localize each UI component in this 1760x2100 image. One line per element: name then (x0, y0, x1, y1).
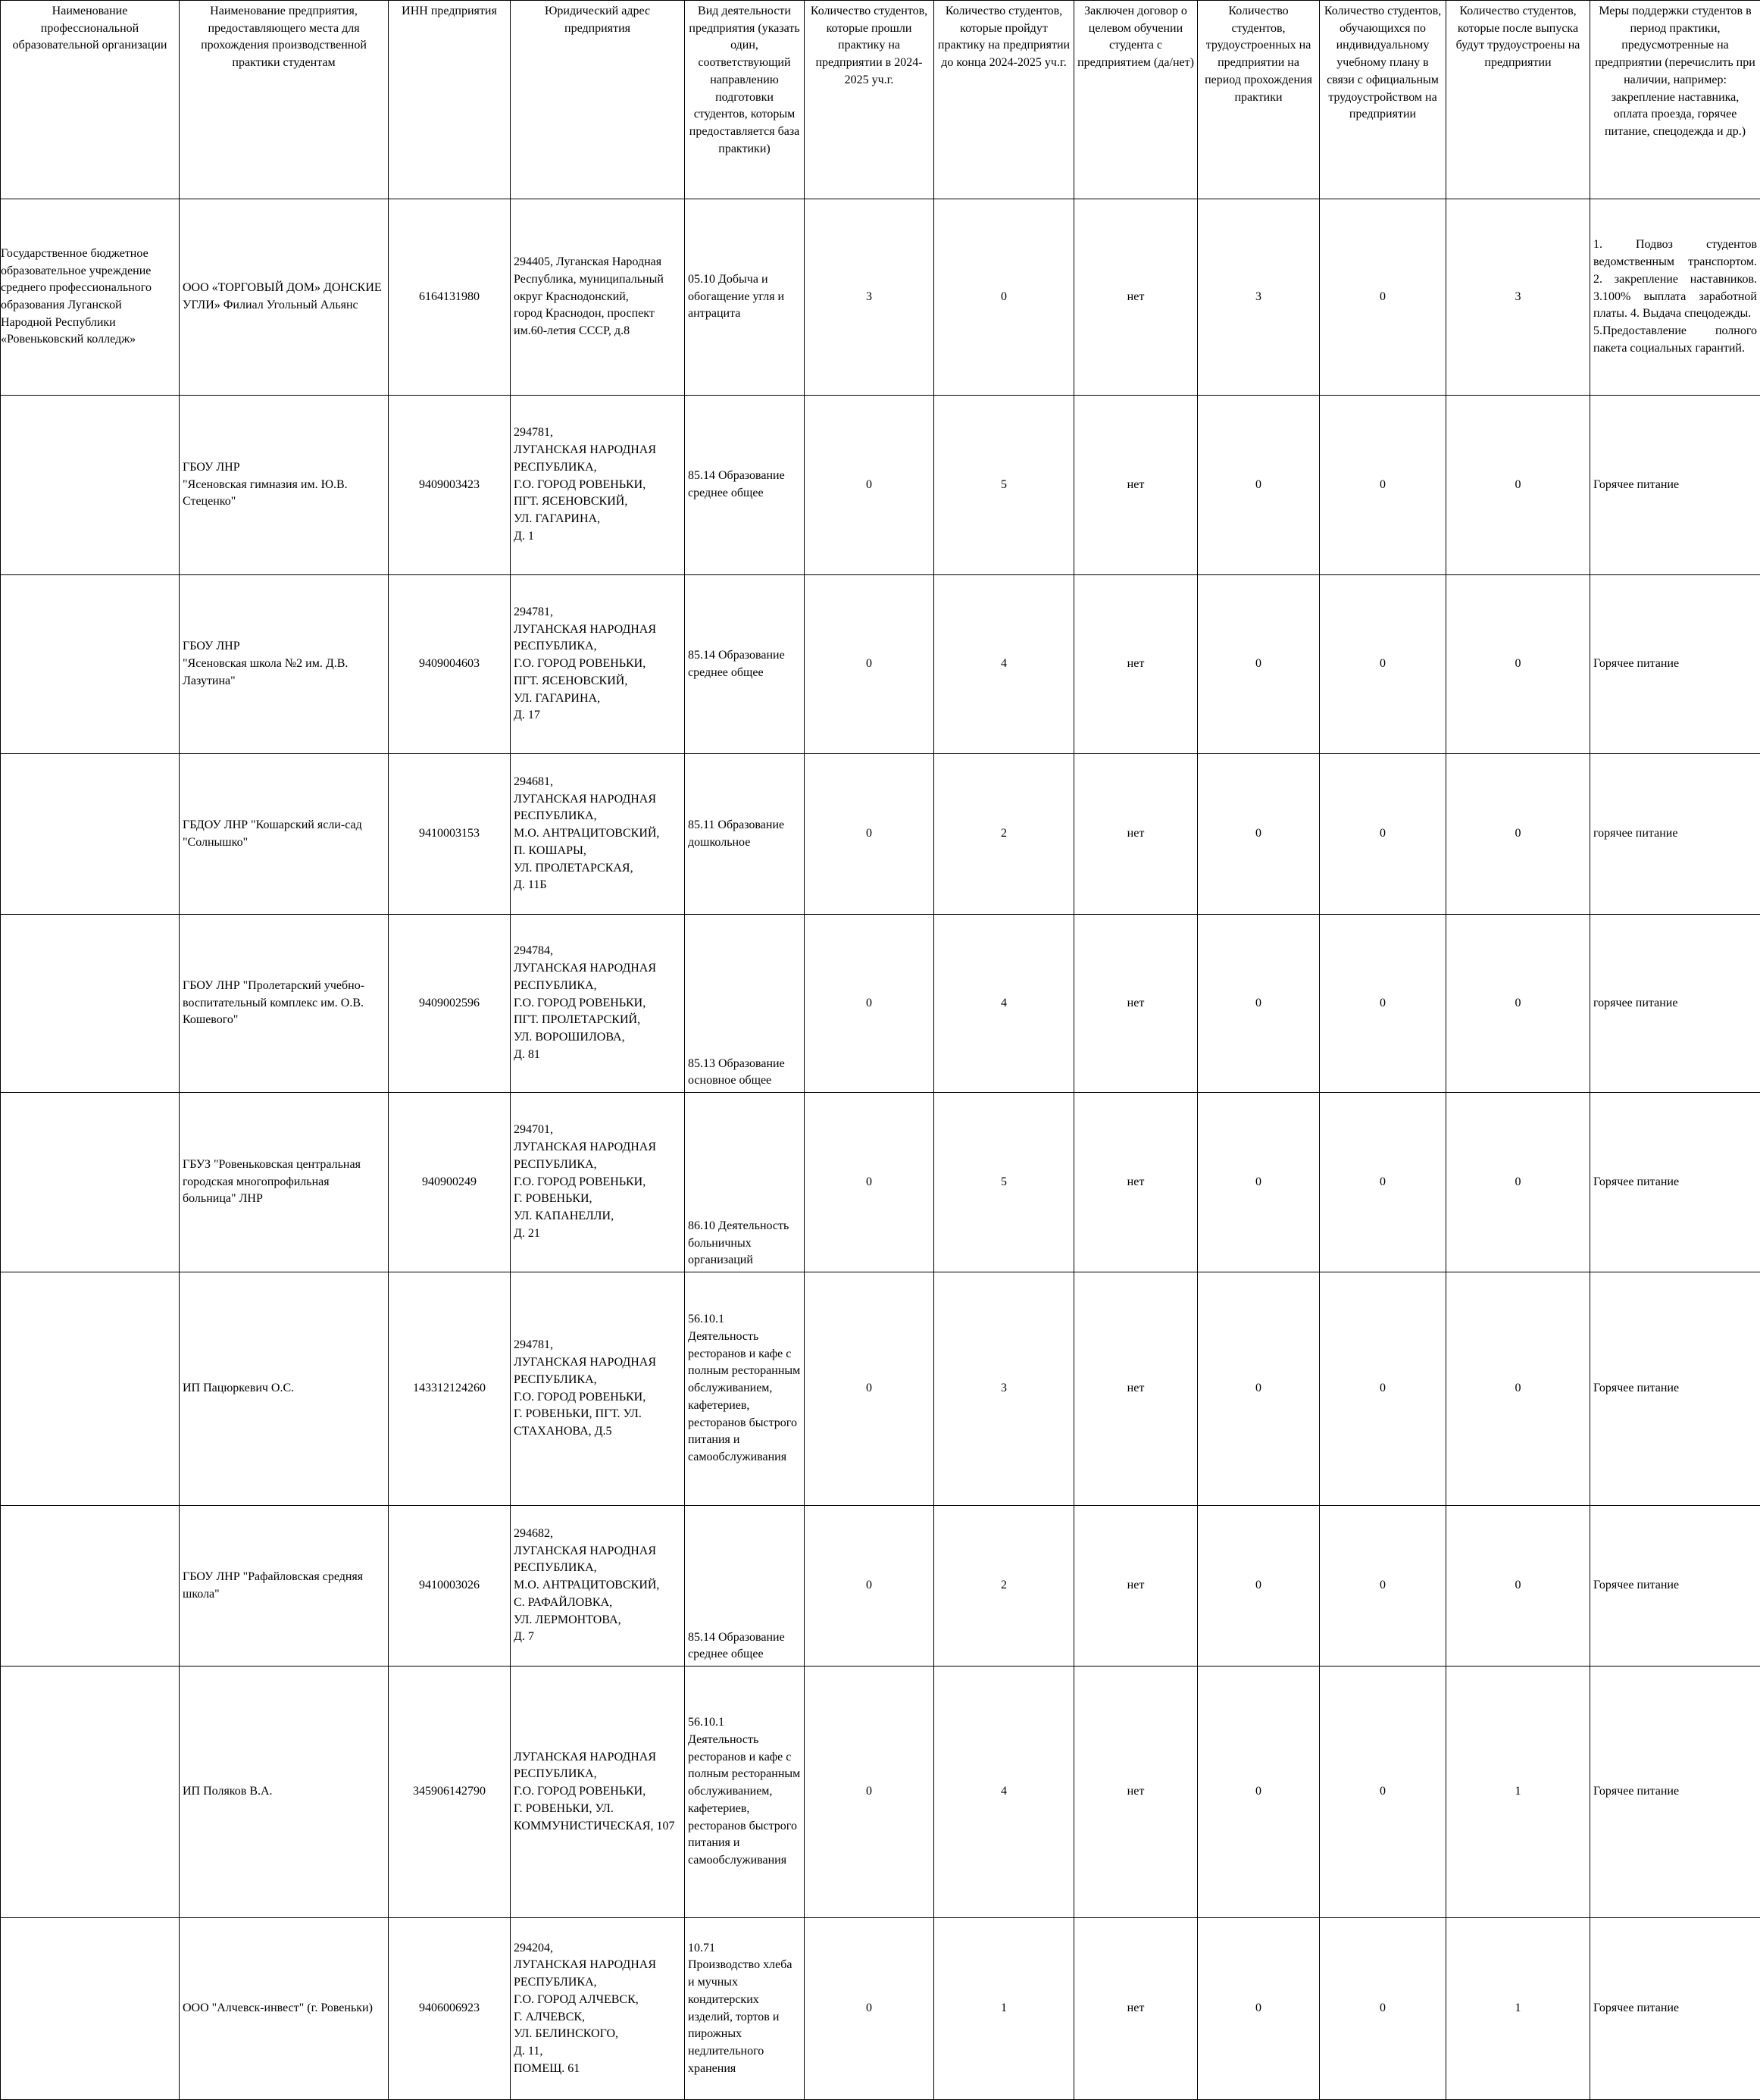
org-cell (1, 915, 180, 1093)
individual-cell: 0 (1320, 1272, 1446, 1506)
table-row (1, 1506, 1760, 1667)
contract-cell: нет (1074, 1272, 1198, 1506)
inn-cell: 143312124260 (389, 1272, 511, 1506)
header-org: Наименование профессиональной образовательной организации (1, 1, 180, 199)
passed-cell: 0 (805, 396, 934, 575)
support-cell: Горячее питание (1590, 1918, 1760, 2100)
header-address: Юридический адрес предприятия (511, 1, 685, 199)
org-cell: Государственное бюджетное образовательное учреждение среднего профессионального образования Луганской Народной Республики «Ровеньковский колледж» (1, 199, 180, 396)
org-cell (1, 1918, 180, 2100)
activity-cell: 05.10 Добыча и обогащение угля и антрацита (685, 199, 805, 396)
table-row (1, 1667, 1760, 1918)
address-cell: 294204, ЛУГАНСКАЯ НАРОДНАЯ РЕСПУБЛИКА, Г.О. ГОРОД АЛЧЕВСК, Г. АЛЧЕВСК, УЛ. БЕЛИНСКОГО, Д. 11, ПОМЕЩ. 61 (511, 1918, 685, 2100)
support-cell: горячее питание (1590, 915, 1760, 1093)
activity-cell: 85.14 Образование среднее общее (685, 396, 805, 575)
activity-cell: 56.10.1 Деятельность ресторанов и кафе с полным ресторанным обслуживанием, кафетериев, ресторанов быстрого питания и самообслуживания (685, 1667, 805, 1918)
contract-cell: нет (1074, 1918, 1198, 2100)
after-cell: 0 (1446, 396, 1590, 575)
passed-cell: 0 (805, 1093, 934, 1272)
individual-cell: 0 (1320, 575, 1446, 754)
header-enterprise: Наименование предприятия, предоставляющего места для прохождения производственной практики студентам (180, 1, 389, 199)
org-cell (1, 754, 180, 915)
employed-cell: 0 (1198, 1093, 1320, 1272)
table-row (1, 754, 1760, 915)
table-body (1, 199, 1760, 2100)
will-pass-cell: 4 (934, 575, 1074, 754)
address-cell: 294681, ЛУГАНСКАЯ НАРОДНАЯ РЕСПУБЛИКА, М.О. АНТРАЦИТОВСКИЙ, П. КОШАРЫ, УЛ. ПРОЛЕТАРСКАЯ, Д. 11Б (511, 754, 685, 915)
contract-cell: нет (1074, 575, 1198, 754)
individual-cell: 0 (1320, 754, 1446, 915)
passed-cell: 3 (805, 199, 934, 396)
individual-cell: 0 (1320, 396, 1446, 575)
passed-cell: 0 (805, 754, 934, 915)
org-cell (1, 1272, 180, 1506)
activity-cell: 10.71 Производство хлеба и мучных кондитерских изделий, тортов и пирожных недлительного хранения (685, 1918, 805, 2100)
after-cell: 1 (1446, 1918, 1590, 2100)
activity-cell: 85.14 Образование среднее общее (685, 575, 805, 754)
after-cell: 0 (1446, 754, 1590, 915)
contract-cell: нет (1074, 199, 1198, 396)
after-cell: 0 (1446, 575, 1590, 754)
activity-cell: 85.14 Образование среднее общее (685, 1506, 805, 1667)
header-employed: Количество студентов, трудоустроенных на предприятии на период прохождения практики (1198, 1, 1320, 199)
employed-cell: 0 (1198, 1918, 1320, 2100)
address-cell: 294784, ЛУГАНСКАЯ НАРОДНАЯ РЕСПУБЛИКА, Г.О. ГОРОД РОВЕНЬКИ, ПГТ. ПРОЛЕТАРСКИЙ, УЛ. ВОРОШИЛОВА, Д. 81 (511, 915, 685, 1093)
inn-cell: 9409004603 (389, 575, 511, 754)
table-row (1, 1272, 1760, 1506)
support-cell: горячее питание (1590, 754, 1760, 915)
inn-cell: 940900249 (389, 1093, 511, 1272)
enterprise-cell: ИП Поляков В.А. (180, 1667, 389, 1918)
contract-cell: нет (1074, 915, 1198, 1093)
activity-cell: 86.10 Деятельность больничных организаций (685, 1093, 805, 1272)
will-pass-cell: 5 (934, 396, 1074, 575)
enterprise-cell: ГБДОУ ЛНР "Кошарский ясли-сад "Солнышко" (180, 754, 389, 915)
support-cell: Горячее питание (1590, 1272, 1760, 1506)
passed-cell: 0 (805, 1667, 934, 1918)
table-row (1, 915, 1760, 1093)
org-cell (1, 1667, 180, 1918)
individual-cell: 0 (1320, 915, 1446, 1093)
employed-cell: 0 (1198, 754, 1320, 915)
after-cell: 3 (1446, 199, 1590, 396)
after-cell: 0 (1446, 915, 1590, 1093)
inn-cell: 345906142790 (389, 1667, 511, 1918)
address-cell: 294682, ЛУГАНСКАЯ НАРОДНАЯ РЕСПУБЛИКА, М.О. АНТРАЦИТОВСКИЙ, С. РАФАЙЛОВКА, УЛ. ЛЕРМОНТОВА, Д. 7 (511, 1506, 685, 1667)
header-passed: Количество студентов, которые прошли практику на предприятии в 2024-2025 уч.г. (805, 1, 934, 199)
employed-cell: 3 (1198, 199, 1320, 396)
header-individual-plan: Количество студентов, обучающихся по индивидуальному учебному плану в связи с официальным трудоустройством на предприятии (1320, 1, 1446, 199)
passed-cell: 0 (805, 1918, 934, 2100)
passed-cell: 0 (805, 575, 934, 754)
will-pass-cell: 3 (934, 1272, 1074, 1506)
contract-cell: нет (1074, 1506, 1198, 1667)
enterprise-cell: ГБОУ ЛНР "Пролетарский учебно-воспитательный комплекс им. О.В. Кошевого" (180, 915, 389, 1093)
passed-cell: 0 (805, 1272, 934, 1506)
table-row (1, 199, 1760, 396)
will-pass-cell: 5 (934, 1093, 1074, 1272)
header-support: Меры поддержки студентов в период практики, предусмотренные на предприятии (перечислить при наличии, например: закрепление наставника, оплата проезда, горячее питание, спецодежда и др.) (1590, 1, 1760, 199)
support-cell: Горячее питание (1590, 1667, 1760, 1918)
inn-cell: 9410003026 (389, 1506, 511, 1667)
support-cell: 1. Подвоз студентов ведомственным транспортом. 2. закрепление наставников. 3.100% выплата заработной платы. 4. Выдача спецодежды. 5.Предоставление полного пакета социальных гарантий. (1590, 199, 1760, 396)
enterprise-cell: ИП Пацюркевич О.С. (180, 1272, 389, 1506)
header-activity: Вид деятельности предприятия (указать один, соответствующий направлению подготовки студентов, которым предоставляется база практики) (685, 1, 805, 199)
table-row (1, 396, 1760, 575)
activity-cell: 85.13 Образование основное общее (685, 915, 805, 1093)
activity-cell: 85.11 Образование дошкольное (685, 754, 805, 915)
enterprise-cell: ООО "Алчевск-инвест" (г. Ровеньки) (180, 1918, 389, 2100)
employed-cell: 0 (1198, 915, 1320, 1093)
individual-cell: 0 (1320, 1093, 1446, 1272)
employed-cell: 0 (1198, 1506, 1320, 1667)
individual-cell: 0 (1320, 1667, 1446, 1918)
support-cell: Горячее питание (1590, 575, 1760, 754)
after-cell: 0 (1446, 1093, 1590, 1272)
address-cell: 294781, ЛУГАНСКАЯ НАРОДНАЯ РЕСПУБЛИКА, Г.О. ГОРОД РОВЕНЬКИ, ПГТ. ЯСЕНОВСКИЙ, УЛ. ГАГАРИНА, Д. 1 (511, 396, 685, 575)
passed-cell: 0 (805, 1506, 934, 1667)
org-cell (1, 1093, 180, 1272)
will-pass-cell: 4 (934, 915, 1074, 1093)
employed-cell: 0 (1198, 575, 1320, 754)
after-cell: 0 (1446, 1506, 1590, 1667)
will-pass-cell: 2 (934, 754, 1074, 915)
support-cell: Горячее питание (1590, 1506, 1760, 1667)
address-cell: ЛУГАНСКАЯ НАРОДНАЯ РЕСПУБЛИКА, Г.О. ГОРОД РОВЕНЬКИ, Г. РОВЕНЬКИ, УЛ. КОММУНИСТИЧЕСКАЯ, 107 (511, 1667, 685, 1918)
enterprise-cell: ГБОУ ЛНР "Ясеновская школа №2 им. Д.В. Лазутина" (180, 575, 389, 754)
org-cell (1, 396, 180, 575)
enterprise-cell: ГБУЗ "Ровеньковская центральная городская многопрофильная больница" ЛНР (180, 1093, 389, 1272)
table-row (1, 1918, 1760, 2100)
contract-cell: нет (1074, 1093, 1198, 1272)
employed-cell: 0 (1198, 1667, 1320, 1918)
header-contract: Заключен договор о целевом обучении студента с предприятием (да/нет) (1074, 1, 1198, 199)
will-pass-cell: 1 (934, 1918, 1074, 2100)
enterprise-cell: ООО «ТОРГОВЫЙ ДОМ» ДОНСКИЕ УГЛИ» Филиал Угольный Альянс (180, 199, 389, 396)
individual-cell: 0 (1320, 1506, 1446, 1667)
contract-cell: нет (1074, 754, 1198, 915)
enterprise-cell: ГБОУ ЛНР "Ясеновская гимназия им. Ю.В. Стеценко" (180, 396, 389, 575)
org-cell (1, 575, 180, 754)
support-cell: Горячее питание (1590, 396, 1760, 575)
table-row (1, 575, 1760, 754)
header-after-graduation: Количество студентов, которые после выпуска будут трудоустроены на предприятии (1446, 1, 1590, 199)
table-header (1, 1, 1760, 199)
address-cell: 294405, Луганская Народная Республика, муниципальный округ Краснодонский, город Краснодон, проспект им.60-летия СССР, д.8 (511, 199, 685, 396)
table-row (1, 1093, 1760, 1272)
after-cell: 0 (1446, 1272, 1590, 1506)
will-pass-cell: 2 (934, 1506, 1074, 1667)
support-cell: Горячее питание (1590, 1093, 1760, 1272)
address-cell: 294781, ЛУГАНСКАЯ НАРОДНАЯ РЕСПУБЛИКА, Г.О. ГОРОД РОВЕНЬКИ, Г. РОВЕНЬКИ, ПГТ. УЛ. СТАХАНОВА, Д.5 (511, 1272, 685, 1506)
address-cell: 294701, ЛУГАНСКАЯ НАРОДНАЯ РЕСПУБЛИКА, Г.О. ГОРОД РОВЕНЬКИ, Г. РОВЕНЬКИ, УЛ. КАПАНЕЛЛИ, Д. 21 (511, 1093, 685, 1272)
enterprise-cell: ГБОУ ЛНР "Рафайловская средняя школа" (180, 1506, 389, 1667)
individual-cell: 0 (1320, 1918, 1446, 2100)
will-pass-cell: 0 (934, 199, 1074, 396)
inn-cell: 9406006923 (389, 1918, 511, 2100)
contract-cell: нет (1074, 396, 1198, 575)
after-cell: 1 (1446, 1667, 1590, 1918)
individual-cell: 0 (1320, 199, 1446, 396)
org-cell (1, 1506, 180, 1667)
contract-cell: нет (1074, 1667, 1198, 1918)
will-pass-cell: 4 (934, 1667, 1074, 1918)
passed-cell: 0 (805, 915, 934, 1093)
activity-cell: 56.10.1 Деятельность ресторанов и кафе с полным ресторанным обслуживанием, кафетериев, ресторанов быстрого питания и самообслуживания (685, 1272, 805, 1506)
header-inn: ИНН предприятия (389, 1, 511, 199)
inn-cell: 9410003153 (389, 754, 511, 915)
employed-cell: 0 (1198, 396, 1320, 575)
inn-cell: 9409002596 (389, 915, 511, 1093)
address-cell: 294781, ЛУГАНСКАЯ НАРОДНАЯ РЕСПУБЛИКА, Г.О. ГОРОД РОВЕНЬКИ, ПГТ. ЯСЕНОВСКИЙ, УЛ. ГАГАРИНА, Д. 17 (511, 575, 685, 754)
inn-cell: 9409003423 (389, 396, 511, 575)
inn-cell: 6164131980 (389, 199, 511, 396)
employed-cell: 0 (1198, 1272, 1320, 1506)
header-will-pass: Количество студентов, которые пройдут практику на предприятии до конца 2024-2025 уч.г. (934, 1, 1074, 199)
